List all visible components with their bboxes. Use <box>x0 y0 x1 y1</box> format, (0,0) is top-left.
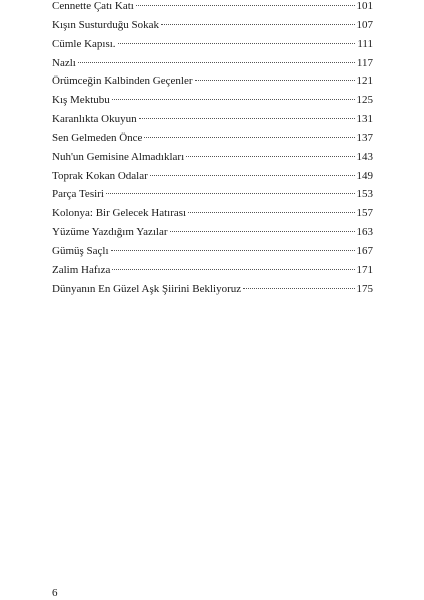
toc-entry-title: Sen Gelmeden Önce <box>52 131 143 144</box>
toc-entry-page: 101 <box>356 0 373 12</box>
dot-leader <box>243 288 354 289</box>
toc-entry-page: 137 <box>356 131 373 144</box>
toc-entry-title: Gümüş Saçlı <box>52 244 109 257</box>
toc-entry-page: 175 <box>356 282 373 295</box>
toc-entry <box>52 148 373 167</box>
toc-entry-title: Kışın Susturduğu Sokak <box>52 18 159 31</box>
dot-leader <box>118 43 356 44</box>
toc-entry-title: Parça Tesiri <box>52 188 104 201</box>
toc-entry-page: 167 <box>356 244 373 257</box>
toc-entry-title: Karanlıkta Okuyun <box>52 113 137 126</box>
dot-leader <box>150 175 355 176</box>
toc-entry <box>52 280 373 299</box>
dot-leader <box>111 250 355 251</box>
toc-entry-page: 131 <box>356 113 373 126</box>
dot-leader <box>112 269 354 270</box>
toc-entry-page: 171 <box>356 263 373 276</box>
dot-leader <box>161 24 355 25</box>
dot-leader <box>78 62 355 63</box>
page-number: 6 <box>52 587 58 599</box>
toc-entry-page: 117 <box>356 56 373 69</box>
dot-leader <box>186 156 354 157</box>
toc-entry <box>52 261 373 280</box>
toc-entry-title: Nuh'un Gemisine Almadıkları <box>52 150 185 163</box>
dot-leader <box>144 137 354 138</box>
toc-entry-title: Örümceğin Kalbinden Geçenler <box>52 75 193 88</box>
toc-entry <box>52 0 373 16</box>
toc-entry-page: 143 <box>356 150 373 163</box>
toc-entry <box>52 35 373 54</box>
toc-entry <box>52 223 373 242</box>
toc-entry-title: Cennette Çatı Katı <box>52 0 134 12</box>
toc-entry <box>52 129 373 148</box>
toc-entry-title: Nazlı <box>52 56 76 69</box>
toc-entry-page: 111 <box>357 37 373 50</box>
dot-leader <box>106 193 355 194</box>
dot-leader <box>136 5 355 6</box>
toc-entry <box>52 16 373 35</box>
toc-entry <box>52 91 373 110</box>
dot-leader <box>195 80 355 81</box>
toc-entry-page: 125 <box>356 94 373 107</box>
toc-entry <box>52 242 373 261</box>
toc-entry-title: Dünyanın En Güzel Aşk Şiirini Bekliyoruz <box>52 282 242 295</box>
toc-entry <box>52 110 373 129</box>
toc-entry <box>52 204 373 223</box>
toc-entry-page: 121 <box>356 75 373 88</box>
toc-entry-title: Kış Mektubu <box>52 94 110 107</box>
toc-entry-page: 107 <box>356 18 373 31</box>
toc-entry <box>52 167 373 186</box>
toc-entry-page: 157 <box>356 207 373 220</box>
toc-entry <box>52 185 373 204</box>
toc-entry-title: Toprak Kokan Odalar <box>52 169 148 182</box>
toc-entry-title: Yüzüme Yazdığım Yazılar <box>52 226 168 239</box>
dot-leader <box>139 118 355 119</box>
toc-entry-page: 163 <box>356 226 373 239</box>
toc-entry-page: 149 <box>356 169 373 182</box>
toc-entry-title: Cümle Kapısı. <box>52 37 116 50</box>
dot-leader <box>112 99 355 100</box>
toc-entry-title: Zalim Hafıza <box>52 263 111 276</box>
toc-entry-title: Kolonya: Bir Gelecek Hatırası <box>52 207 187 220</box>
toc-entry-page: 153 <box>356 188 373 201</box>
dot-leader <box>188 212 354 213</box>
table-of-contents <box>52 0 373 299</box>
dot-leader <box>170 231 355 232</box>
toc-entry <box>52 54 373 73</box>
toc-entry <box>52 72 373 91</box>
